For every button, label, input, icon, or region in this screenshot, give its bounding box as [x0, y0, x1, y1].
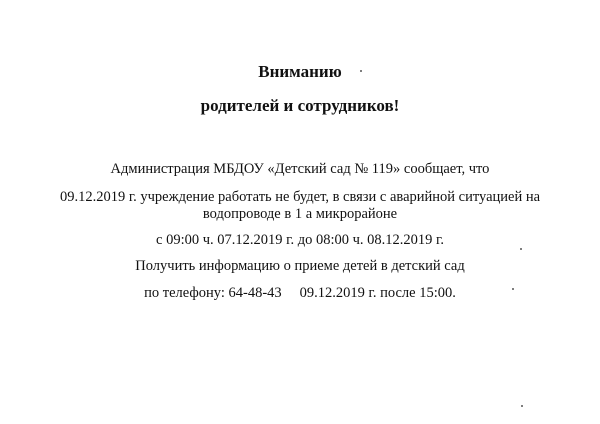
notice-body-line5: Получить информацию о приеме детей в детский сад	[135, 258, 465, 274]
notice-body-line2: 09.12.2019 г. учреждение работать не будет, в связи с аварийной ситуацией на	[59, 189, 541, 205]
scan-speck	[520, 248, 522, 250]
scan-speck	[512, 288, 514, 290]
notice-body-line3: водопроводе в 1 а микрорайоне	[202, 206, 398, 222]
notice-phone: по телефону: 64-48-43	[144, 285, 282, 301]
notice-body-line4: с 09:00 ч. 07.12.2019 г. до 08:00 ч. 08.12.2019 г.	[156, 232, 444, 248]
notice-body-line1: Администрация МБДОУ «Детский сад № 119» сообщает, что	[110, 161, 490, 177]
notice-reopen-time: 09.12.2019 г. после 15:00.	[299, 285, 456, 301]
scan-speck	[521, 405, 523, 407]
notice-body-line6	[0, 284, 600, 302]
scan-speck	[360, 70, 362, 72]
notice-title-line2: родителей и сотрудников!	[200, 96, 400, 115]
notice-title-line1: Вниманию	[258, 62, 342, 81]
